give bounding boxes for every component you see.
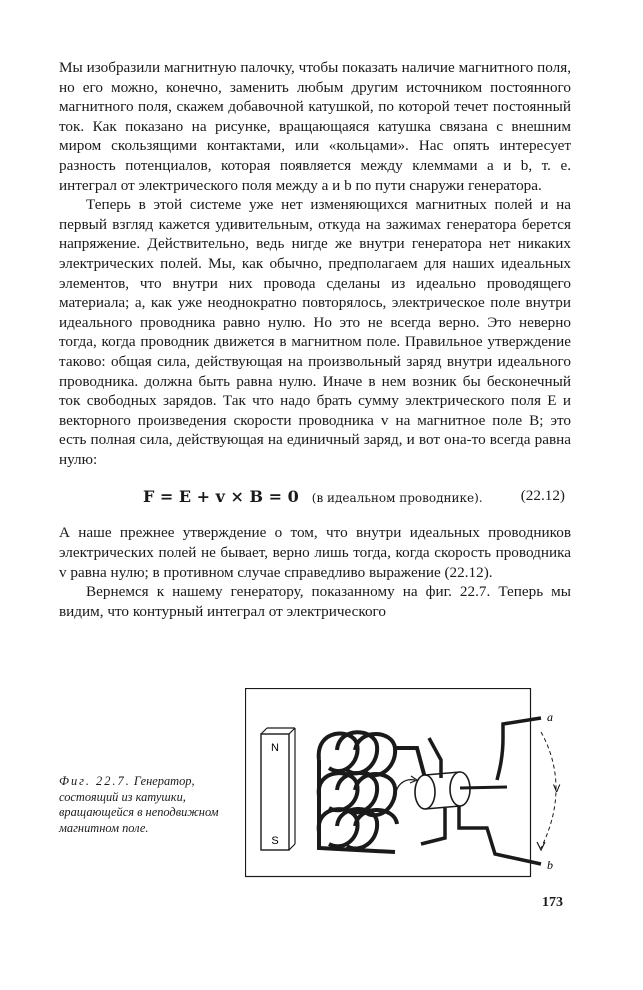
slip-rings-icon [415,772,507,809]
magnet-north-label: N [271,742,279,754]
terminal-wires [421,718,541,864]
equation-row [59,477,571,517]
generator-diagram [245,688,571,878]
paragraph-3: А наше прежнее утверждение о том, что внутри идеальных проводников электрических полей не бывает, верно лишь тогда, когда скорость проводника v равна нулю; в противном случае справедливо выражение (22.12). [59,524,571,581]
paragraph-4: Вернемся к нашему генератору, показанному на фиг. 22.7. Теперь мы видим, что контурный интеграл от электрического [59,583,571,620]
page-body [59,58,571,621]
page-number: 173 [542,895,563,910]
figure-22-7 [59,688,571,878]
coil-icon [319,732,425,852]
paragraph-1: Мы изобразили магнитную палочку, чтобы показать наличие магнитного поля, но его можно, конечно, заменить любым другим источником постоянного магнитного поля, скажем добавочной катушкой, по которой течет постоянный ток. Как показано на рисунке, вращающаяся катушка связана с внешним миром скользящими контактами, или «кольцами». Нас опять интересует разность потенциалов, которая появляется между клеммами a и b, т. е. интеграл от электрического поля между a и b по пути снаружи генератора. [59,59,571,194]
equation [143,487,483,506]
equation-number: (22.12) [520,487,565,505]
terminal-b-label: b [547,858,553,872]
magnet-south-label: S [271,835,279,847]
voltage-label: V [553,783,561,795]
equation-note: (в идеальном проводнике). [311,491,483,506]
paragraph-2: Теперь в этой системе уже нет изменяющихся магнитных полей и на первый взгляд кажется удивительным, откуда на зажимах генератора берется напряжение. Действительно, ведь нигде же внутри генератора нет никаких электрических полей. Мы, как обычно, предполагаем для наших идеальных элементов, что внутри них провода сделаны из идеально проводящего материала; а, как уже неоднократно повторялось, электрическое поле внутри идеального проводника равно нулю. Но это не всегда верно. Это неверно тогда, когда проводник движется в магнитном поле. Правильное утверждение таково: общая сила, действующая на произвольный заряд внутри идеального проводника. должна быть равна нулю. Иначе в нем возник бы бесконечный ток свободных зарядов. Так что надо брать сумму электрического поля E и векторного произведения скорости проводника v на магнитное поле B; это есть полная сила, действующая на единичный заряд, и вот она-то всегда равна нулю: [59,196,571,468]
figure-caption-label: Фиг. 22.7. [59,774,131,788]
figure-caption [59,774,231,836]
equation-expression: F = E + v × B = 0 [143,487,299,507]
figure-caption-text: Генератор, состоящий из катушки, вращающейся в неподвижном магнитном поле. [59,774,219,835]
terminal-a-label: a [547,710,553,724]
